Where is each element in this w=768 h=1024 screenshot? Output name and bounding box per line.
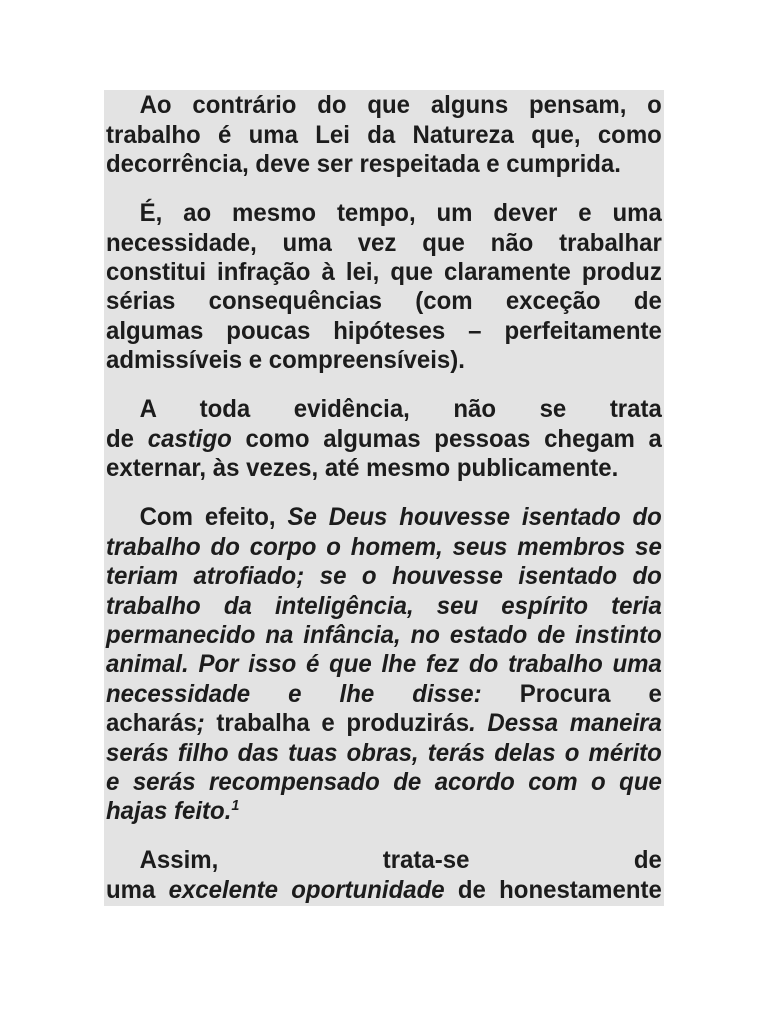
text-line: [106, 533, 662, 562]
text-line: [106, 846, 662, 875]
text-segment: Procura e: [519, 679, 662, 708]
text-segment: trabalho é uma Lei da Natureza que, como: [106, 120, 662, 149]
text-line: [106, 562, 662, 591]
text-segment: Com efeito,: [139, 503, 276, 532]
text-segment: trabalha e produzirás: [216, 709, 470, 738]
text-line: [106, 395, 662, 424]
italic-text-segment: castigo: [147, 424, 232, 453]
italic-text-segment: animal. Por isso é que lhe fez do trabalho uma: [106, 650, 662, 679]
italic-text-segment: trabalho do corpo o homem, seus membros se: [106, 532, 662, 561]
text-line: [106, 592, 662, 621]
text-line: [106, 91, 662, 120]
italic-text-segment: permanecido na infância, no estado de instinto: [106, 620, 662, 649]
text-segment: sérias consequências (com exceção de: [106, 287, 662, 316]
italic-text-segment: hajas feito.: [106, 797, 232, 826]
paragraph-1: [106, 91, 662, 179]
text-line: [106, 797, 662, 826]
text-line: [106, 199, 662, 228]
text-line: [106, 876, 662, 905]
text-segment: admissíveis e compreensíveis).: [106, 346, 465, 375]
text-segment: necessidade, uma vez que não trabalhar: [106, 228, 662, 257]
italic-text-segment: Dessa maneira: [487, 709, 662, 738]
italic-text-segment: excelente oportunidade: [168, 875, 445, 904]
text-segment: externar, às vezes, até mesmo publicamente.: [106, 454, 619, 483]
text-segment: de: [106, 424, 135, 453]
paragraph-5: [106, 846, 662, 905]
text-line: [106, 258, 662, 287]
italic-text-segment: e serás recompensado de acordo com o que: [106, 767, 662, 796]
paragraph-2: [106, 199, 662, 375]
text-line: [106, 739, 662, 768]
text-line: [106, 346, 662, 375]
paragraph-3: [106, 395, 662, 483]
text-line: [106, 425, 662, 454]
italic-text-segment: Se Deus houvesse isentado do: [287, 503, 662, 532]
document-body: [106, 91, 662, 925]
text-line: [106, 709, 662, 738]
text-segment: acharás: [106, 709, 197, 738]
text-segment: Ao contrário do que alguns pensam, o: [139, 91, 662, 120]
italic-text-segment: .: [469, 709, 476, 738]
italic-text-segment: trabalho da inteligência, seu espírito teria: [106, 591, 662, 620]
text-line: [106, 121, 662, 150]
text-line: [106, 621, 662, 650]
text-segment: algumas poucas hipóteses – perfeitamente: [106, 316, 662, 345]
footnote-marker: 1: [231, 797, 240, 815]
text-line: [106, 768, 662, 797]
text-segment: decorrência, deve ser respeitada e cumprida.: [106, 150, 621, 179]
text-segment: como algumas pessoas chegam a: [245, 424, 662, 453]
text-segment: de honestamente: [457, 875, 662, 904]
text-line: [106, 680, 662, 709]
text-line: [106, 287, 662, 316]
italic-text-segment: serás filho das tuas obras, terás delas o mérito: [106, 738, 662, 767]
text-line: [106, 317, 662, 346]
text-segment: Assim, trata-se de: [139, 846, 662, 875]
text-line: [106, 650, 662, 679]
text-line: [106, 454, 662, 483]
text-line: [106, 229, 662, 258]
text-line: [106, 150, 662, 179]
text-segment: É, ao mesmo tempo, um dever e uma: [139, 199, 662, 228]
text-line: [106, 503, 662, 532]
text-segment: constitui infração à lei, que claramente produz: [106, 258, 662, 287]
text-segment: A toda evidência, não se trata: [139, 395, 662, 424]
italic-text-segment: teriam atrofiado; se o houvesse isentado do: [106, 562, 662, 591]
paragraph-4: [106, 503, 662, 826]
italic-text-segment: necessidade e lhe disse:: [106, 679, 482, 708]
italic-text-segment: ;: [196, 709, 205, 738]
text-segment: uma: [106, 875, 156, 904]
